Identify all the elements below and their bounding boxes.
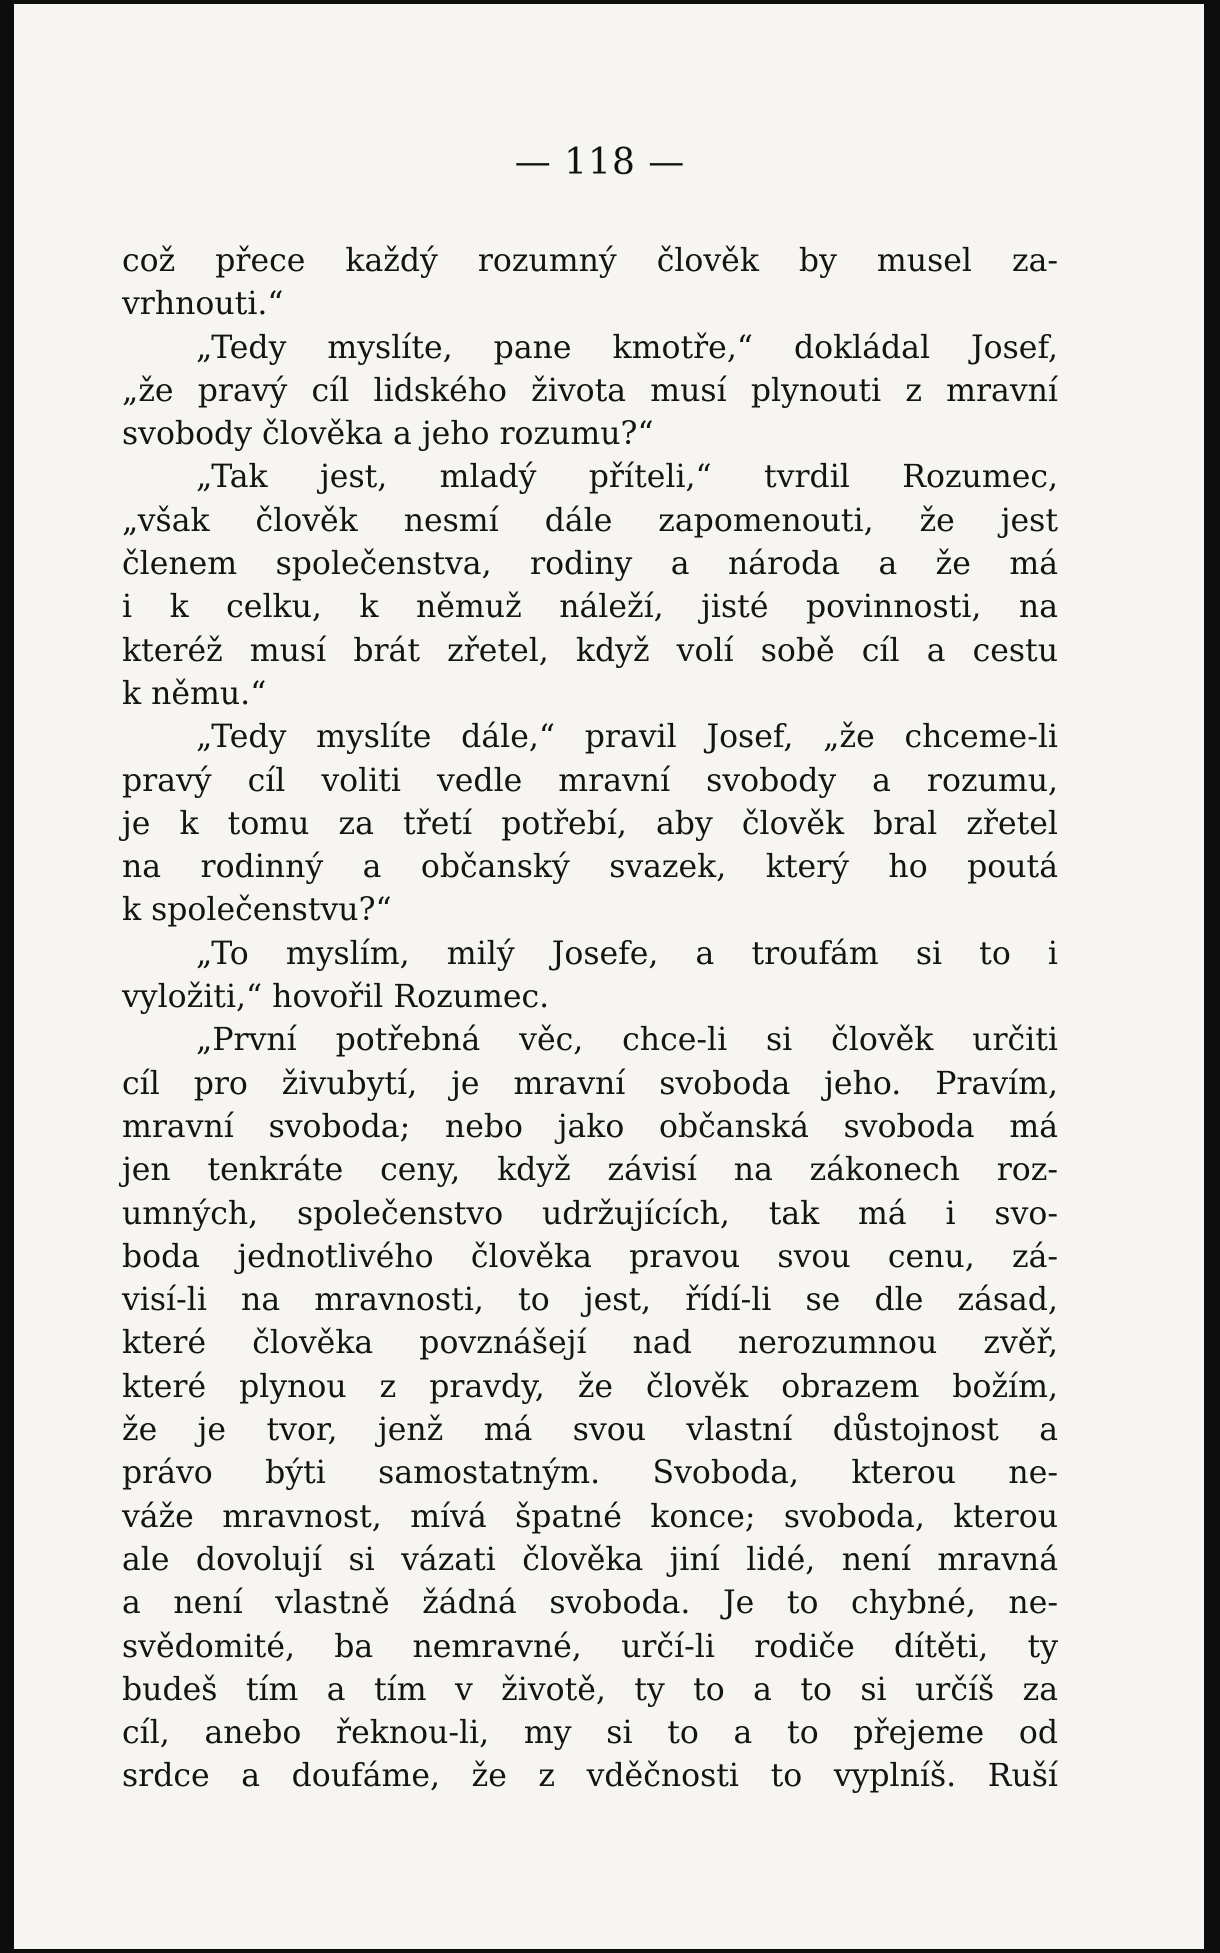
text-line: vrhnouti.“ — [122, 286, 284, 323]
text-line: pravý cíl voliti vedle mravní svobody a rozumu, — [122, 762, 1058, 799]
text-line: „že pravý cíl lidského života musí plynouti z mravní — [122, 372, 1058, 409]
text-line: svědomité, ba nemravné, určí-li rodiče dítěti, ty — [122, 1628, 1058, 1665]
text-line: umných, společenstvo udržujících, tak má i svo- — [122, 1195, 1058, 1232]
text-line: budeš tím a tím v životě, ty to a to si určíš za — [122, 1671, 1058, 1708]
text-line: k společenstvu?“ — [122, 892, 392, 929]
text-line: váže mravnost, mívá špatné konce; svoboda, kterou — [122, 1498, 1058, 1535]
body-text — [122, 240, 1058, 1799]
text-line: ale dovolují si vázati člověka jiní lidé, není mravná — [122, 1541, 1058, 1578]
scan-border-right — [1204, 0, 1220, 1953]
page-number: — 118 — — [514, 142, 686, 183]
text-line: svobody člověka a jeho rozumu?“ — [122, 416, 654, 453]
text-line: cíl pro živubytí, je mravní svoboda jeho. Pravím, — [122, 1065, 1058, 1102]
text-line: které člověka povznášejí nad nerozumnou zvěř, — [122, 1325, 1058, 1362]
text-line: právo býti samostatným. Svoboda, kterou ne- — [122, 1455, 1058, 1492]
text-line: které plynou z pravdy, že člověk obrazem božím, — [122, 1368, 1058, 1405]
text-line: členem společenstva, rodiny a národa a že má — [122, 546, 1058, 583]
text-line: k němu.“ — [122, 675, 267, 712]
scan-border-top — [0, 0, 1220, 4]
text-line: cíl, anebo řeknou-li, my si to a to přejeme od — [122, 1715, 1058, 1752]
text-line: „však člověk nesmí dále zapomenouti, že jest — [122, 502, 1058, 539]
text-line: jen tenkráte ceny, když závisí na zákonech roz- — [122, 1152, 1058, 1189]
text-line: „Tak jest, mladý příteli,“ tvrdil Rozumec, — [196, 459, 1058, 496]
scan-border-left — [0, 0, 14, 1953]
text-line: „První potřebná věc, chce-li si člověk určiti — [196, 1022, 1058, 1059]
text-line: vyložiti,“ hovořil Rozumec. — [122, 979, 550, 1016]
text-line: visí-li na mravnosti, to jest, řídí-li se dle zásad, — [122, 1282, 1058, 1319]
text-line: což přece každý rozumný člověk by musel za- — [122, 243, 1058, 279]
text-line: „Tedy myslíte, pane kmotře,“ dokládal Josef, — [196, 329, 1058, 366]
text-line: „Tedy myslíte dále,“ pravil Josef, „že chceme-li — [196, 719, 1058, 756]
text-line: srdce a doufáme, že z vděčnosti to vyplníš. Ruší — [122, 1758, 1058, 1795]
scan-border-bottom — [0, 1949, 1220, 1953]
text-line: na rodinný a občanský svazek, který ho poutá — [122, 849, 1058, 886]
text-line: mravní svoboda; nebo jako občanská svoboda má — [122, 1108, 1058, 1145]
text-line: „To myslím, milý Josefe, a troufám si to i — [196, 935, 1058, 972]
text-line: je k tomu za třetí potřebí, aby člověk bral zřetel — [122, 805, 1058, 842]
text-line: že je tvor, jenž má svou vlastní důstojnost a — [122, 1412, 1058, 1449]
text-line: i k celku, k němuž náleží, jisté povinnosti, na — [122, 589, 1058, 626]
text-line: kteréž musí brát zřetel, když volí sobě cíl a cestu — [122, 632, 1058, 669]
text-line: boda jednotlivého člověka pravou svou cenu, zá- — [122, 1238, 1058, 1275]
text-line: a není vlastně žádná svoboda. Je to chybné, ne- — [122, 1585, 1058, 1622]
